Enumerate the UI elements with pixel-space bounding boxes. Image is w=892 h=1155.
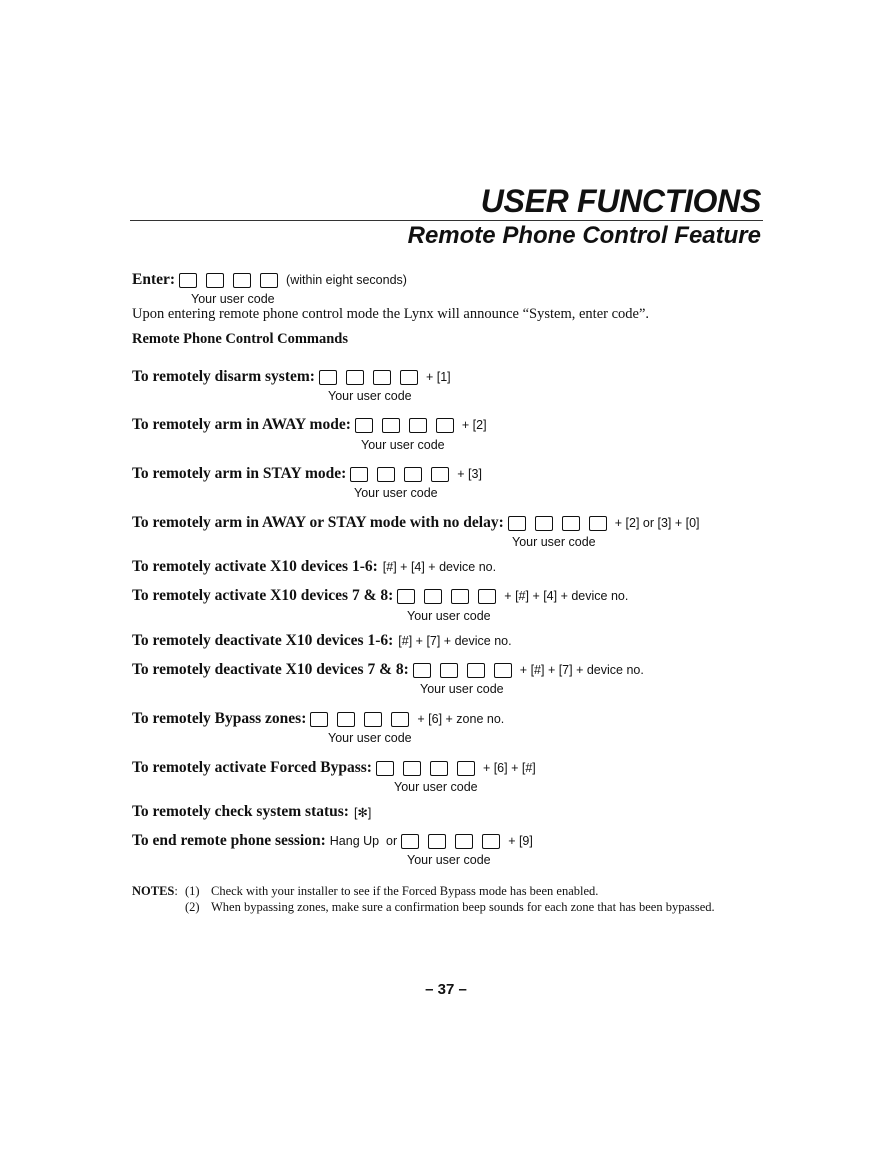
code-digit-box bbox=[467, 663, 485, 678]
command-row bbox=[132, 464, 482, 484]
command-label: To remotely disarm system: bbox=[132, 368, 315, 385]
code-digit-box bbox=[431, 467, 449, 482]
code-digit-box bbox=[373, 370, 391, 385]
command-row bbox=[132, 709, 504, 729]
header-rule bbox=[130, 220, 763, 221]
command-suffix: + [2] bbox=[461, 418, 487, 432]
command-suffix: + [3] bbox=[457, 467, 482, 481]
command-suffix: + [#] + [4] + device no. bbox=[504, 589, 629, 603]
enter-label: Enter: bbox=[132, 271, 176, 288]
command-label: To remotely deactivate X10 devices 7 & 8: bbox=[132, 661, 409, 678]
code-digit-box bbox=[508, 516, 526, 531]
code-digit-box bbox=[409, 418, 427, 433]
code-digit-box bbox=[337, 712, 355, 727]
enter-row bbox=[132, 270, 407, 290]
user-code-boxes bbox=[401, 834, 506, 849]
enter-suffix: (within eight seconds) bbox=[286, 273, 407, 287]
command-suffix: + [1] bbox=[425, 370, 451, 384]
command-label: To remotely activate X10 devices 1-6: bbox=[132, 558, 378, 575]
user-code-boxes bbox=[179, 273, 284, 288]
code-digit-box bbox=[424, 589, 442, 604]
code-digit-box bbox=[260, 273, 278, 288]
code-digit-box bbox=[391, 712, 409, 727]
notes-label-wrap: NOTES: bbox=[132, 884, 178, 898]
code-digit-box bbox=[535, 516, 553, 531]
code-digit-box bbox=[206, 273, 224, 288]
page-subtitle: Remote Phone Control Feature bbox=[407, 222, 761, 249]
command-suffix: + [6] + [#] bbox=[482, 761, 536, 775]
code-digit-box bbox=[179, 273, 197, 288]
command-row bbox=[132, 586, 628, 606]
enter-caption: Your user code bbox=[191, 292, 275, 306]
command-row bbox=[132, 831, 533, 851]
note-number: (1) bbox=[185, 884, 200, 898]
code-digit-box bbox=[376, 761, 394, 776]
user-code-boxes bbox=[508, 516, 613, 531]
page-title: USER FUNCTIONS bbox=[480, 183, 761, 219]
user-code-boxes bbox=[413, 663, 518, 678]
command-prefix: Hang Up or bbox=[329, 834, 398, 848]
code-digit-box bbox=[400, 370, 418, 385]
command-row bbox=[132, 367, 451, 387]
command-suffix: + [6] + zone no. bbox=[417, 712, 505, 726]
command-row bbox=[132, 758, 536, 778]
command-caption: Your user code bbox=[328, 389, 412, 403]
code-digit-box bbox=[428, 834, 446, 849]
command-suffix: + [9] bbox=[508, 834, 533, 848]
code-digit-box bbox=[404, 467, 422, 482]
code-digit-box bbox=[319, 370, 337, 385]
command-caption: Your user code bbox=[420, 682, 504, 696]
note-text: Check with your installer to see if the Forced Bypass mode has been enabled. bbox=[211, 884, 599, 898]
code-digit-box bbox=[589, 516, 607, 531]
user-code-boxes bbox=[310, 712, 415, 727]
command-caption: Your user code bbox=[328, 731, 412, 745]
command-suffix: + [#] + [7] + device no. bbox=[519, 663, 644, 677]
user-code-boxes bbox=[376, 761, 481, 776]
code-digit-box bbox=[382, 418, 400, 433]
code-digit-box bbox=[413, 663, 431, 678]
section-heading: Remote Phone Control Commands bbox=[132, 331, 349, 347]
user-code-boxes bbox=[319, 370, 424, 385]
user-code-boxes bbox=[397, 589, 502, 604]
command-caption: Your user code bbox=[407, 853, 491, 867]
command-label: To remotely arm in STAY mode: bbox=[132, 465, 347, 482]
code-digit-box bbox=[310, 712, 328, 727]
code-digit-box bbox=[436, 418, 454, 433]
command-suffix: [#] + [7] + device no. bbox=[398, 634, 512, 648]
command-row bbox=[132, 513, 700, 533]
code-digit-box bbox=[355, 418, 373, 433]
code-digit-box bbox=[233, 273, 251, 288]
page-number: – 37 – bbox=[425, 981, 467, 998]
command-label: To remotely activate X10 devices 7 & 8: bbox=[132, 587, 394, 604]
note-number: (2) bbox=[185, 900, 200, 914]
command-caption: Your user code bbox=[361, 438, 445, 452]
code-digit-box bbox=[403, 761, 421, 776]
command-label: To remotely deactivate X10 devices 1-6: bbox=[132, 632, 394, 649]
code-digit-box bbox=[451, 589, 469, 604]
command-label: To remotely arm in AWAY mode: bbox=[132, 416, 351, 433]
command-label: To remotely activate Forced Bypass: bbox=[132, 759, 372, 776]
command-caption: Your user code bbox=[512, 535, 596, 549]
code-digit-box bbox=[455, 834, 473, 849]
command-suffix: [✻] bbox=[353, 805, 372, 820]
code-digit-box bbox=[562, 516, 580, 531]
enter-description: Upon entering remote phone control mode the Lynx will announce “System, enter code”. bbox=[132, 306, 650, 322]
notes-label: NOTES bbox=[132, 884, 175, 898]
user-code-boxes bbox=[355, 418, 460, 433]
code-digit-box bbox=[478, 589, 496, 604]
note-text: When bypassing zones, make sure a confirmation beep sounds for each zone that has been bypassed. bbox=[211, 900, 715, 914]
code-digit-box bbox=[482, 834, 500, 849]
code-digit-box bbox=[440, 663, 458, 678]
code-digit-box bbox=[397, 589, 415, 604]
code-digit-box bbox=[364, 712, 382, 727]
code-digit-box bbox=[430, 761, 448, 776]
command-label: To remotely check system status: bbox=[132, 803, 349, 820]
code-digit-box bbox=[377, 467, 395, 482]
user-code-boxes bbox=[350, 467, 455, 482]
code-digit-box bbox=[457, 761, 475, 776]
command-caption: Your user code bbox=[354, 486, 438, 500]
command-row bbox=[132, 557, 496, 577]
code-digit-box bbox=[494, 663, 512, 678]
code-digit-box bbox=[350, 467, 368, 482]
code-digit-box bbox=[401, 834, 419, 849]
command-row bbox=[132, 415, 487, 435]
command-row bbox=[132, 660, 644, 680]
command-label: To remotely arm in AWAY or STAY mode with no delay: bbox=[132, 514, 504, 531]
command-label: To end remote phone session: bbox=[132, 832, 326, 849]
command-label: To remotely Bypass zones: bbox=[132, 710, 307, 727]
command-caption: Your user code bbox=[407, 609, 491, 623]
command-row bbox=[132, 802, 371, 822]
command-suffix: + [2] or [3] + [0] bbox=[614, 516, 700, 530]
command-row bbox=[132, 631, 512, 651]
command-caption: Your user code bbox=[394, 780, 478, 794]
command-suffix: [#] + [4] + device no. bbox=[382, 560, 497, 574]
code-digit-box bbox=[346, 370, 364, 385]
